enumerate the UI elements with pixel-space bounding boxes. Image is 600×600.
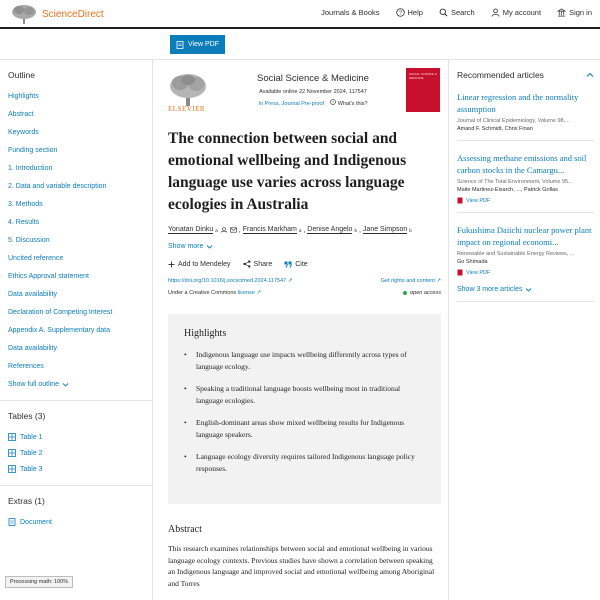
rights-text: Get rights and content — [380, 278, 435, 284]
view-pdf-label: View PDF — [188, 41, 219, 48]
extras-document-link[interactable] — [0, 514, 152, 530]
doi-text: https://doi.org/10.1016/j.socscimed.2024.117547 — [168, 278, 287, 284]
processing-status: Processing math: 100% — [5, 576, 73, 588]
nav-label: Search — [450, 8, 475, 17]
highlight-item: • Language ecology diversity requires tailored Indigenous language policy responses. — [184, 451, 425, 474]
rights-link[interactable]: Get rights and content ↗ — [380, 278, 441, 284]
show-full-outline-button[interactable] — [0, 376, 152, 392]
table-label: Table 1 — [20, 433, 43, 441]
table-label: Table 3 — [20, 465, 43, 473]
left-sidebar — [0, 60, 153, 600]
article-toolbar — [0, 29, 600, 60]
author-link[interactable]: Denise Angelo — [307, 226, 353, 233]
pdf-icon — [457, 269, 463, 276]
license-row — [168, 290, 441, 296]
table-label: Table 2 — [20, 449, 43, 457]
recommended-article-authors: Maite Martinez-Eixarch, ..., Patrick Grillas — [457, 187, 558, 193]
recommended-article — [457, 92, 600, 132]
table-link-1[interactable] — [0, 429, 152, 445]
abstract-title: Abstract — [168, 524, 202, 535]
tables-title: Tables (3) — [8, 411, 46, 421]
svg-text:?: ? — [332, 100, 335, 105]
table-icon — [8, 449, 16, 457]
help-icon — [396, 8, 405, 17]
quote-icon — [284, 261, 292, 268]
nav-journals-books[interactable] — [321, 8, 379, 17]
author-list: Yonatan Dinku a , Francis Markham a , Denise Angelo b , Jane Simpson b — [168, 226, 412, 234]
open-access-dot-icon — [403, 291, 407, 295]
add-to-mendeley-button[interactable] — [168, 261, 231, 268]
abstract-text: This research examines relationships between social and emotional wellbeing in various language ecology contexts. Previous studies have shown a correlation between speaking an Indigenous language and improved social and emotional wellbeing among Aboriginal and Torres — [168, 544, 435, 588]
nav-label: My account — [502, 8, 542, 17]
chevron-down-icon — [525, 286, 532, 293]
outline-item-data-availability-2[interactable]: Data availability — [8, 345, 58, 352]
share-icon — [243, 260, 251, 268]
doi-row — [168, 278, 441, 284]
sciencedirect-logo[interactable] — [10, 4, 104, 24]
outline-item-methods[interactable]: 3. Methods — [8, 201, 43, 208]
help-icon — [330, 99, 336, 105]
plus-icon — [168, 261, 175, 268]
article-title: The connection between social and emotional wellbeing and Indigenous language use varies across language ecologies in Australia — [168, 130, 407, 213]
nav-my-account[interactable] — [491, 8, 541, 17]
recommended-view-pdf-link[interactable] — [457, 197, 600, 204]
outline-list — [0, 88, 152, 376]
whats-this-link[interactable]: What's this? — [337, 101, 368, 107]
highlights-box — [168, 314, 441, 504]
recommended-article-title[interactable]: Linear regression and the normality assumption — [457, 92, 579, 114]
table-icon — [8, 433, 16, 441]
show-full-label: Show full outline — [8, 380, 59, 388]
logo-text: ScienceDirect — [42, 8, 104, 20]
svg-text:?: ? — [398, 10, 402, 17]
show-more-label: Show more — [168, 243, 204, 250]
show-more-articles-button[interactable] — [457, 286, 600, 293]
nav-label: Help — [407, 8, 423, 17]
highlights-title: Highlights — [184, 328, 227, 339]
view-pdf-button[interactable] — [170, 35, 225, 54]
cite-button[interactable] — [284, 261, 307, 268]
author-affiliation-sup: a — [215, 227, 218, 233]
nav-sign-in[interactable] — [557, 8, 592, 17]
nav-search[interactable] — [439, 8, 475, 17]
cover-title: SOCIAL SCIENCE & MEDICINE — [409, 72, 437, 80]
recommended-article-journal: Renewable and Sustainable Energy Reviews, ... — [457, 251, 575, 257]
publisher-name: ELSEVIER — [168, 105, 206, 113]
action-label: Cite — [295, 260, 308, 268]
elsevier-tree-icon — [10, 4, 38, 24]
outline-item-discussion[interactable]: 5. Discussion — [8, 237, 50, 244]
doi-link[interactable]: https://doi.org/10.1016/j.socscimed.2024.117547 ↗ — [168, 278, 293, 284]
author-affiliation-sup: b — [354, 227, 357, 233]
outline-item-funding[interactable]: Funding section — [8, 147, 58, 154]
recommended-sidebar — [448, 60, 600, 600]
pdf-icon — [457, 197, 463, 204]
recommended-article-title[interactable]: Fukushima Daiichi nuclear power plant impact on regional economi... — [457, 225, 592, 247]
action-label: Share — [253, 260, 273, 268]
outline-title: Outline — [8, 70, 35, 80]
chevron-up-icon — [586, 71, 594, 79]
document-icon — [8, 518, 16, 526]
highlight-item: • Speaking a traditional language boosts wellbeing most in traditional language ecologies. — [184, 383, 425, 406]
institution-icon — [557, 8, 566, 17]
license-link[interactable]: license — [237, 290, 255, 296]
highlights-list — [184, 349, 425, 474]
recommended-article-journal: Science of The Total Environment, Volume 95... — [457, 179, 573, 185]
email-icon[interactable] — [230, 227, 237, 233]
extras-title: Extras (1) — [8, 496, 45, 506]
view-pdf-label: View PDF — [466, 197, 491, 204]
sidebar-divider — [0, 485, 152, 486]
nav-help[interactable] — [396, 8, 423, 17]
journal-name[interactable]: Social Science & Medicine — [257, 73, 369, 84]
license-text: Under a Creative Commons license ↗ — [168, 290, 261, 296]
chevron-down-icon — [206, 243, 213, 250]
highlight-item: • Indigenous language use impacts wellbeing differently across types of language ecology. — [184, 349, 425, 372]
view-pdf-label: View PDF — [466, 269, 491, 276]
author-link[interactable]: Jane Simpson — [362, 226, 408, 233]
journal-header — [168, 68, 441, 124]
outline-item-references[interactable]: References — [8, 363, 44, 370]
article-actions — [168, 260, 441, 268]
chevron-down-icon — [62, 381, 69, 388]
outline-item-appendix[interactable]: Appendix A. Supplementary data — [8, 327, 110, 334]
recommended-divider — [457, 212, 594, 213]
open-access-badge — [403, 290, 441, 296]
recommended-article — [457, 225, 600, 276]
journal-status — [228, 99, 398, 107]
header-nav — [321, 8, 592, 17]
outline-item-data-variables[interactable]: 2. Data and variable description — [8, 183, 107, 190]
action-label: Add to Mendeley — [178, 260, 231, 268]
nav-label: Sign in — [569, 8, 592, 17]
recommended-header[interactable] — [457, 70, 600, 80]
outline-item-keywords[interactable]: Keywords — [8, 129, 39, 136]
outline-item-competing-interest[interactable]: Declaration of Competing Interest — [8, 309, 113, 316]
outline-item-data-availability[interactable]: Data availability — [8, 291, 58, 298]
license-prefix: Under a Creative Commons — [168, 290, 237, 296]
journal-date: Available online 22 November 2024, 117547 — [259, 89, 367, 95]
sidebar-divider — [0, 400, 152, 401]
recommended-article-authors: Amand F. Schmidt, Chris Finan — [457, 126, 533, 132]
table-icon — [8, 465, 16, 473]
share-button[interactable] — [243, 260, 273, 268]
outline-item-ethics[interactable]: Ethics Approval statement — [8, 273, 89, 280]
top-header — [0, 0, 600, 29]
outline-item-introduction[interactable]: 1. Introduction — [8, 165, 53, 172]
recommended-divider — [457, 140, 594, 141]
table-link-3[interactable] — [0, 461, 152, 477]
recommended-divider — [457, 301, 594, 302]
show-more-articles-label: Show 3 more articles — [457, 286, 523, 293]
outline-item-results[interactable]: 4. Results — [8, 219, 40, 226]
highlight-item: • English-dominant areas show mixed wellbeing results for Indigenous language speakers. — [184, 417, 425, 440]
outline-item-uncited[interactable]: Uncited reference — [8, 255, 64, 262]
recommended-article — [457, 153, 600, 204]
author-profile-icon[interactable] — [220, 227, 228, 233]
article-main — [168, 60, 441, 589]
search-icon — [439, 8, 448, 17]
author-affiliation-sup: b — [409, 227, 412, 233]
recommended-title: Recommended articles — [457, 70, 544, 80]
recommended-article-title[interactable]: Assessing methane emissions and soil carbon stocks in the Camargu... — [457, 153, 587, 175]
status-link[interactable]: In Press, Journal Pre-proof — [258, 101, 325, 107]
show-more-button[interactable] — [168, 243, 441, 250]
recommended-article-authors: Go Shimada — [457, 259, 488, 265]
user-icon — [491, 8, 500, 17]
nav-label: Journals & Books — [321, 8, 380, 17]
journal-cover-thumbnail[interactable] — [406, 68, 440, 112]
recommended-article-journal: Journal of Clinical Epidemiology, Volume 98,... — [457, 118, 570, 124]
author-link[interactable]: Francis Markham — [242, 226, 297, 233]
extras-label: Document — [20, 518, 52, 526]
recommended-view-pdf-link[interactable] — [457, 269, 600, 276]
author-affiliation-sup: a — [298, 227, 302, 233]
author-link[interactable]: Yonatan Dinku — [168, 226, 214, 233]
outline-item-highlights[interactable]: Highlights — [8, 93, 39, 100]
outline-item-abstract[interactable]: Abstract — [8, 111, 34, 118]
table-link-2[interactable] — [0, 445, 152, 461]
pdf-icon — [176, 41, 184, 49]
open-access-label: open access — [410, 290, 441, 296]
